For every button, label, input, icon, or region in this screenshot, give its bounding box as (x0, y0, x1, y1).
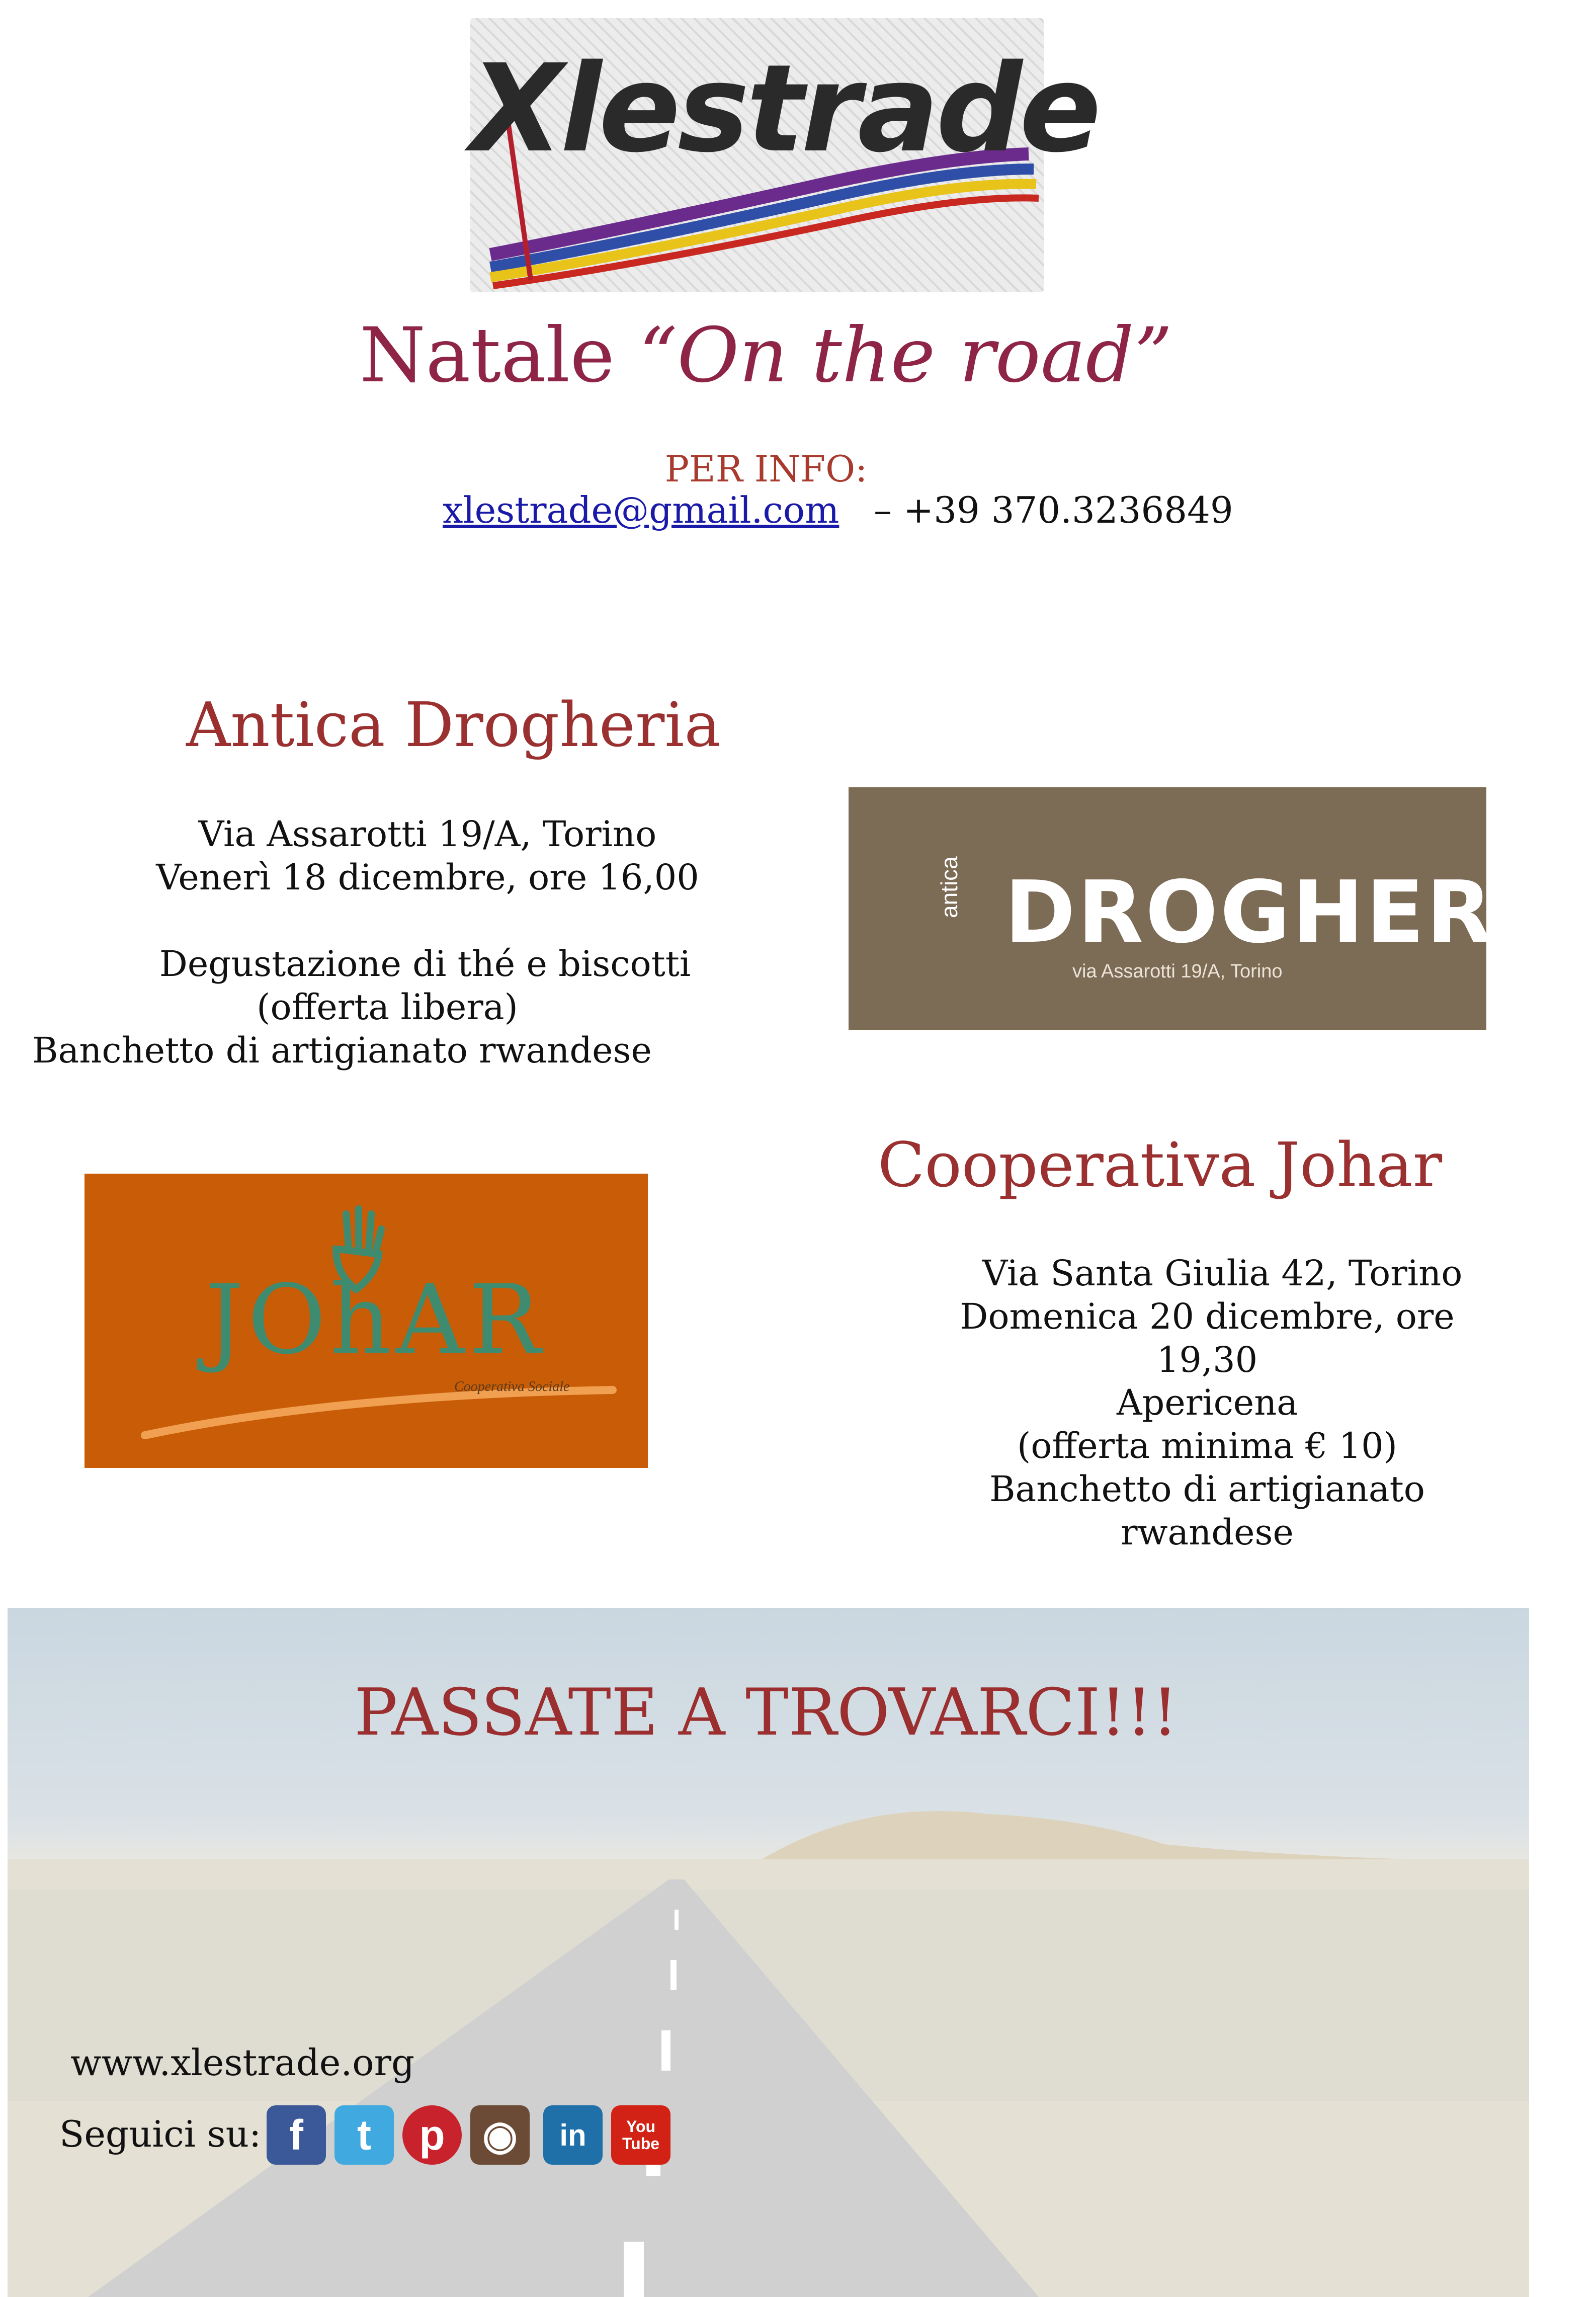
page-title (0, 312, 1532, 399)
drogheria-logo-big: DROGHERIA (1004, 863, 1596, 962)
venue-date: Domenica 20 dicembre, ore 19,30 (960, 1296, 1455, 1380)
venue-address: Via Assarotti 19/A, Torino (198, 813, 657, 855)
venue-title-johar: Cooperativa Johar (878, 1129, 1443, 1201)
johar-logo (85, 1174, 648, 1468)
contact-line (443, 489, 1233, 531)
follow-label: Seguici su: (59, 2113, 262, 2155)
venue-offer-line: Banchetto di artigianato rwandese (989, 1468, 1425, 1553)
youtube-icon[interactable]: You Tube (611, 2105, 670, 2165)
venue-offer-johar (905, 1381, 1509, 1554)
venue-offer-line: Degustazione di thé e biscotti (159, 943, 691, 985)
venue-offer-line: (offerta libera) (257, 987, 518, 1028)
venue-details-drogheria (151, 812, 704, 899)
linkedin-icon[interactable]: in (543, 2105, 603, 2165)
pinterest-icon[interactable]: p (402, 2105, 462, 2165)
johar-logo-sub: Cooperativa Sociale (454, 1379, 570, 1394)
venue-address: Via Santa Giulia 42, Torino (982, 1253, 1463, 1294)
info-label: PER INFO: (664, 448, 868, 490)
title-italic: “On the road” (638, 312, 1173, 399)
phone-number: – +39 370.3236849 (874, 489, 1233, 531)
venue-offer-line: (offerta minima € 10) (1017, 1425, 1397, 1466)
title-plain: Natale (359, 312, 639, 399)
venue-offer-line: Banchetto di artigianato rwandese (32, 1030, 652, 1071)
email-link[interactable]: xlestrade@gmail.com (443, 489, 839, 531)
venue-offer-drogheria (32, 942, 714, 1072)
logo-wordmark: Xlestrade (470, 38, 1099, 179)
call-to-action: PASSATE A TROVARCI!!! (354, 1675, 1178, 1750)
venue-date: Venerì 18 dicembre, ore 16,00 (156, 857, 699, 898)
venue-title-drogheria: Antica Drogheria (186, 689, 721, 761)
drogheria-logo (849, 787, 1596, 1030)
website-link[interactable]: www.xlestrade.org (70, 2041, 415, 2084)
xlestrade-logo (470, 18, 1099, 292)
twitter-icon[interactable]: t (334, 2105, 394, 2165)
venue-offer-line: Apericena (1116, 1382, 1298, 1423)
drogheria-logo-small: antica (936, 856, 962, 918)
venue-details-johar (905, 1252, 1509, 1381)
drogheria-logo-sub: via Assarotti 19/A, Torino (1072, 961, 1283, 982)
instagram-icon[interactable]: ◉ (470, 2105, 530, 2165)
facebook-icon[interactable]: f (267, 2105, 326, 2165)
johar-logo-word: JOhAR (205, 1264, 545, 1375)
